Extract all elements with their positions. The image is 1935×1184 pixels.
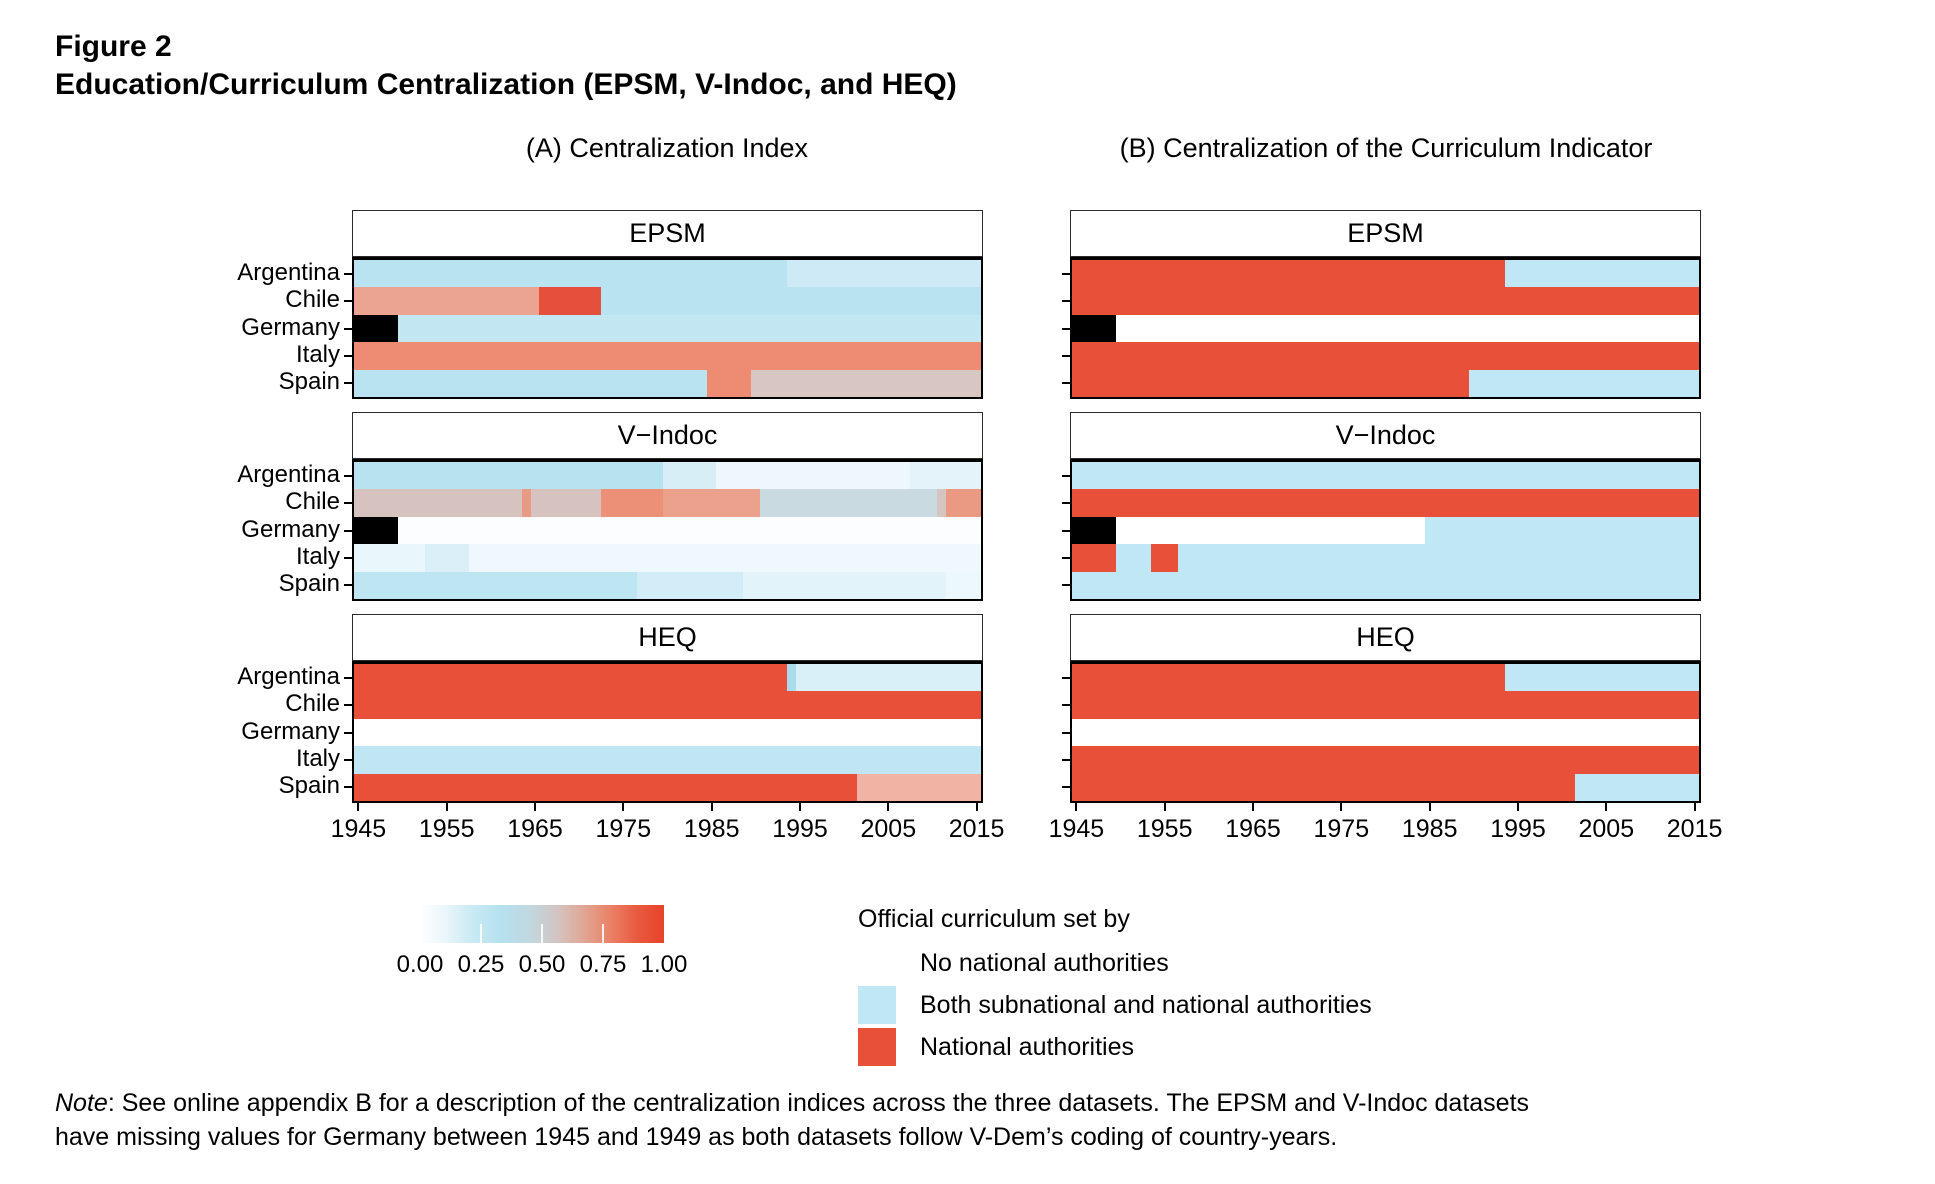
plot-area-epsm-b [1072,260,1699,397]
row-label-italy: Italy [295,542,340,570]
row-tick [344,677,352,679]
facet-label-heq-b: HEQ [1356,622,1415,652]
facet-label-v-indoc-b: V−Indoc [1335,420,1436,450]
heatmap-segment [1072,260,1505,287]
heatmap-segment [354,746,981,773]
heatmap-segment [354,544,425,571]
heatmap-row-heq-a-argentina [354,664,981,691]
legend-item-national [858,1026,1618,1068]
colorbar-legend [396,905,688,983]
row-tick [344,732,352,734]
row-tick [344,300,352,302]
x-axis-tick [1605,803,1607,811]
heatmap-row-heq-b-spain [1072,774,1699,801]
heatmap-row-v-indoc-b-spain [1072,572,1699,599]
row-tick [344,557,352,559]
row-tick [344,786,352,788]
x-axis-label: 1975 [595,815,652,843]
row-label-italy: Italy [295,340,340,368]
x-axis-label: 1975 [1313,815,1370,843]
heatmap-segment [743,572,946,599]
colorbar-tick-mark [541,924,543,943]
heatmap-segment [354,342,981,369]
heatmap-segment [1072,774,1575,801]
x-axis-tick [799,803,801,811]
x-axis-tick [1517,803,1519,811]
legend-item-none [858,942,1618,984]
legend-item-both [858,984,1618,1026]
heatmap-segment [1072,691,1699,718]
national-authorities-swatch [858,1028,896,1066]
panel-a-title: (A) Centralization Index [525,133,809,163]
row-tick [1062,732,1070,734]
row-tick [1062,382,1070,384]
heatmap-row-v-indoc-b-chile [1072,489,1699,516]
heatmap-row-heq-b-chile [1072,691,1699,718]
row-label-argentina: Argentina [237,460,340,488]
x-axis-tick [1164,803,1166,811]
x-axis-tick [1252,803,1254,811]
heatmap-segment [354,517,398,544]
heatmap-segment [1072,719,1699,746]
heatmap-segment [1116,315,1699,342]
row-tick [1062,584,1070,586]
x-axis-tick [357,803,359,811]
heatmap-segment [1072,746,1699,773]
plot-area-v-indoc-a [354,462,981,599]
heatmap-row-epsm-a-italy [354,342,981,369]
x-axis-tick [711,803,713,811]
x-axis-tick [1429,803,1431,811]
heatmap-segment [1116,517,1425,544]
heatmap-segment [354,664,787,691]
heatmap-segment [796,664,981,691]
figure-number: Figure 2 [55,30,172,63]
heatmap-segment [937,489,946,516]
row-tick [344,704,352,706]
facet-label-v-indoc-a: V−Indoc [617,420,718,450]
row-tick [1062,502,1070,504]
row-label-germany: Germany [241,717,340,745]
heatmap-row-heq-a-spain [354,774,981,801]
row-label-germany: Germany [241,515,340,543]
row-label-chile: Chile [285,690,340,718]
x-axis-tick [534,803,536,811]
both-authorities-swatch [858,986,896,1024]
row-tick [1062,786,1070,788]
heatmap-row-v-indoc-b-argentina [1072,462,1699,489]
x-axis-label: 2015 [1666,815,1723,843]
row-tick [344,328,352,330]
heatmap-segment [1469,370,1699,397]
facet-header-epsm-a [352,210,983,257]
facet-header-heq-b [1070,614,1701,661]
heatmap-segment [531,489,602,516]
colorbar-tick-mark [602,924,604,943]
heatmap-row-epsm-a-germany [354,315,981,342]
heatmap-segment [707,370,751,397]
x-axis-label: 1965 [507,815,563,843]
heatmap-segment [1116,544,1151,571]
heatmap-segment [398,315,981,342]
heatmap-segment [354,462,663,489]
colorbar-gradient [420,905,664,943]
heatmap-segment [663,462,716,489]
legend-item-label: No national authorities [920,949,1169,977]
x-axis-tick [887,803,889,811]
heatmap-row-heq-b-italy [1072,746,1699,773]
facet-label-epsm-b: EPSM [1347,218,1424,248]
heatmap-segment [354,572,637,599]
x-axis-label: 2015 [948,815,1005,843]
facet-label-epsm-a: EPSM [629,218,706,248]
heatmap-segment [354,774,857,801]
heatmap-segment [1505,664,1699,691]
heatmap-row-epsm-b-argentina [1072,260,1699,287]
x-axis-tick [622,803,624,811]
figure-note [55,1086,1550,1154]
row-tick [1062,273,1070,275]
heatmap-segment [1072,572,1699,599]
heatmap-row-epsm-b-germany [1072,315,1699,342]
row-tick [344,355,352,357]
colorbar-label: 0.75 [579,951,627,978]
heatmap-row-epsm-b-spain [1072,370,1699,397]
x-axis-tick [976,803,978,811]
heatmap-row-heq-a-germany [354,719,981,746]
plot-area-v-indoc-b [1072,462,1699,599]
heatmap-segment [637,572,743,599]
plot-area-epsm-a [354,260,981,397]
row-tick [1062,328,1070,330]
facet-header-v-indoc-a [352,412,983,459]
row-label-argentina: Argentina [237,258,340,286]
heatmap-segment [760,489,937,516]
heatmap-row-v-indoc-a-chile [354,489,981,516]
heatmap-row-epsm-a-argentina [354,260,981,287]
x-axis-label: 1985 [1401,815,1458,843]
x-axis-label: 1945 [330,815,387,843]
none-swatch [858,944,896,982]
heatmap-row-heq-a-italy [354,746,981,773]
row-tick [1062,530,1070,532]
heatmap-segment [354,691,981,718]
heatmap-row-v-indoc-a-argentina [354,462,981,489]
x-axis-label: 1995 [772,815,828,843]
row-tick [344,530,352,532]
panel-b-title: (B) Centralization of the Curriculum Indicator [1119,133,1653,163]
row-tick [344,382,352,384]
plot-area-heq-a [354,664,981,801]
row-label-argentina: Argentina [237,662,340,690]
x-axis-label: 1955 [418,815,475,843]
figure-title: Education/Curriculum Centralization (EPSM, V-Indoc, and HEQ) [55,68,957,101]
heatmap-segment [539,287,601,314]
colorbar-label: 1.00 [640,951,688,978]
legend-title: Official curriculum set by [858,905,1130,933]
heatmap-segment [1072,287,1699,314]
colorbar-label: 0.25 [457,951,505,978]
x-axis-label: 1965 [1225,815,1281,843]
plot-area-heq-b [1072,664,1699,801]
row-tick [344,475,352,477]
heatmap-segment [354,315,398,342]
heatmap-segment [1072,544,1116,571]
colorbar-label: 0.00 [396,951,444,978]
heatmap-segment [354,719,981,746]
heatmap-row-v-indoc-a-germany [354,517,981,544]
heatmap-segment [601,287,981,314]
heatmap-segment [354,489,522,516]
row-label-spain: Spain [278,570,340,598]
x-axis-tick [1075,803,1077,811]
heatmap-segment [354,287,539,314]
heatmap-segment [751,370,981,397]
row-tick [344,584,352,586]
row-label-italy: Italy [295,744,340,772]
heatmap-segment [663,489,760,516]
heatmap-segment [787,664,796,691]
note-prefix: Note [55,1089,108,1117]
heatmap-segment [1505,260,1699,287]
row-tick [1062,704,1070,706]
heatmap-segment [1575,774,1699,801]
heatmap-row-heq-a-chile [354,691,981,718]
heatmap-segment [1072,664,1505,691]
heatmap-row-v-indoc-b-germany [1072,517,1699,544]
x-axis-label: 2005 [860,815,917,843]
facet-header-heq-a [352,614,983,661]
heatmap-segment [787,260,981,287]
heatmap-segment [601,489,663,516]
row-tick [1062,677,1070,679]
heatmap-segment [354,260,787,287]
heatmap-segment [1425,517,1699,544]
heatmap-row-epsm-a-spain [354,370,981,397]
row-tick [344,273,352,275]
x-axis-label: 1995 [1490,815,1546,843]
row-tick [344,502,352,504]
row-tick [1062,300,1070,302]
heatmap-segment [1178,544,1699,571]
curriculum-legend [858,905,1618,1082]
heatmap-row-heq-b-germany [1072,719,1699,746]
row-label-chile: Chile [285,488,340,516]
heatmap-segment [398,517,981,544]
x-axis-label: 1945 [1048,815,1105,843]
note-body: : See online appendix B for a description of the centralization indices across the three datasets. The EPSM and V-Indoc datasets have missing values for Germany between 1945 and 1949 as both datasets follow V-Dem’s coding of country-years. [55,1089,1530,1151]
heatmap-segment [1072,315,1116,342]
facet-label-heq-a: HEQ [638,622,697,652]
heatmap-segment [1072,342,1699,369]
legend-item-label: National authorities [920,1033,1135,1061]
heatmap-row-v-indoc-a-italy [354,544,981,571]
x-axis-label: 1985 [683,815,740,843]
heatmap-row-heq-b-argentina [1072,664,1699,691]
colorbar-label: 0.50 [518,951,566,978]
row-tick [344,759,352,761]
heatmap-segment [1072,370,1469,397]
heatmap-row-v-indoc-a-spain [354,572,981,599]
heatmap-segment [946,572,981,599]
heatmap-row-v-indoc-b-italy [1072,544,1699,571]
heatmap-row-epsm-b-italy [1072,342,1699,369]
heatmap-segment [910,462,981,489]
row-label-germany: Germany [241,313,340,341]
heatmap-segment [354,370,707,397]
heatmap-segment [1072,462,1699,489]
x-axis-tick [1340,803,1342,811]
heatmap-segment [425,544,469,571]
row-tick [1062,475,1070,477]
heatmap-segment [1072,517,1116,544]
heatmap-segment [716,462,910,489]
heatmap-row-epsm-b-chile [1072,287,1699,314]
heatmap-segment [469,544,981,571]
facet-header-v-indoc-b [1070,412,1701,459]
heatmap-segment [1072,489,1699,516]
x-axis-tick [446,803,448,811]
x-axis-label: 1955 [1136,815,1193,843]
row-tick [1062,355,1070,357]
legend-item-label: Both subnational and national authorities [920,991,1372,1019]
heatmap-segment [946,489,981,516]
heatmap-segment [1151,544,1177,571]
x-axis-tick [1694,803,1696,811]
x-axis-label: 2005 [1578,815,1635,843]
row-label-spain: Spain [278,772,340,800]
heatmap-segment [522,489,531,516]
heatmap-segment [857,774,981,801]
heatmap-row-epsm-a-chile [354,287,981,314]
row-label-chile: Chile [285,286,340,314]
row-tick [1062,759,1070,761]
facet-header-epsm-b [1070,210,1701,257]
colorbar-tick-mark [480,924,482,943]
row-tick [1062,557,1070,559]
row-label-spain: Spain [278,368,340,396]
